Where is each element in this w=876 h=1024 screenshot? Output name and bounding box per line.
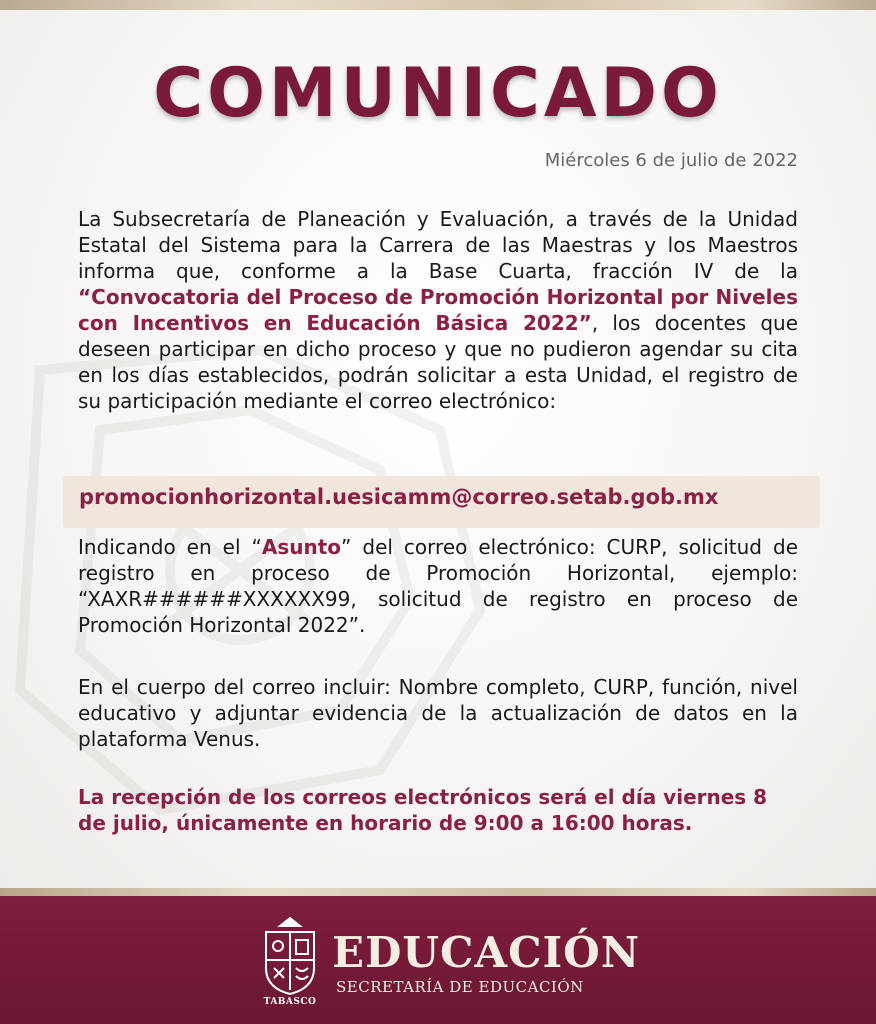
intro-text-continued: , los docentes que deseen participar en dicho proceso y que no pudieron agendar su cita en los días establecidos, podrán solicitar a esta Unidad, el registro de su participación mediante el correo electrónico:: [78, 311, 798, 413]
logo-title: EDUCACIÓN: [332, 928, 641, 977]
tabasco-coat-of-arms-icon: [258, 916, 322, 996]
paragraph-intro: [78, 206, 798, 414]
quote-close: ”: [578, 311, 592, 335]
paragraph-body-requirements: En el cuerpo del correo incluir: Nombre completo, CURP, función, nivel educativo y adjuntar evidencia de la actualización de datos en la plataforma Venus.: [78, 675, 798, 751]
email-address-link[interactable]: promocionhorizontal.uesicamm@correo.setab.gob.mx: [79, 485, 719, 509]
asunto-keyword: Asunto: [261, 535, 342, 559]
footer-gold-divider: [0, 888, 876, 896]
page-title: COMUNICADO: [153, 54, 723, 133]
quote-open: “: [78, 285, 92, 309]
top-gold-band: [0, 0, 876, 10]
content-area: [0, 10, 876, 888]
paragraph-reception-schedule: La recepción de los correos electrónicos será el día viernes 8 de julio, únicamente en horario de 9:00 a 16:00 horas.: [78, 785, 768, 835]
intro-text: La Subsecretaría de Planeación y Evaluación, a través de la Unidad Estatal del Sistema para la Carrera de las Maestras y los Maestros informa que, conforme a la Base Cuarta, fracción IV de la: [78, 207, 798, 283]
convocatoria-title: Convocatoria del Proceso de Promoción Horizontal por Niveles con Incentivos en Educación Básica 2022: [78, 285, 798, 335]
date-label: Miércoles 6 de julio de 2022: [544, 150, 798, 171]
subject-text-continued: ” del correo electrónico: CURP, solicitud de registro en proceso de Promoción Horizontal, ejemplo: “XAXR######XXXXXX99, solicitud de registro en proceso de Promoción Horizontal 2022”.: [78, 535, 798, 637]
footer-banner: [0, 896, 876, 1024]
subject-text: Indicando en el “: [78, 535, 262, 559]
logo-subtitle: SECRETARÍA DE EDUCACIÓN: [336, 978, 584, 996]
paragraph-subject: [78, 534, 798, 638]
state-label: TABASCO: [263, 997, 317, 1007]
